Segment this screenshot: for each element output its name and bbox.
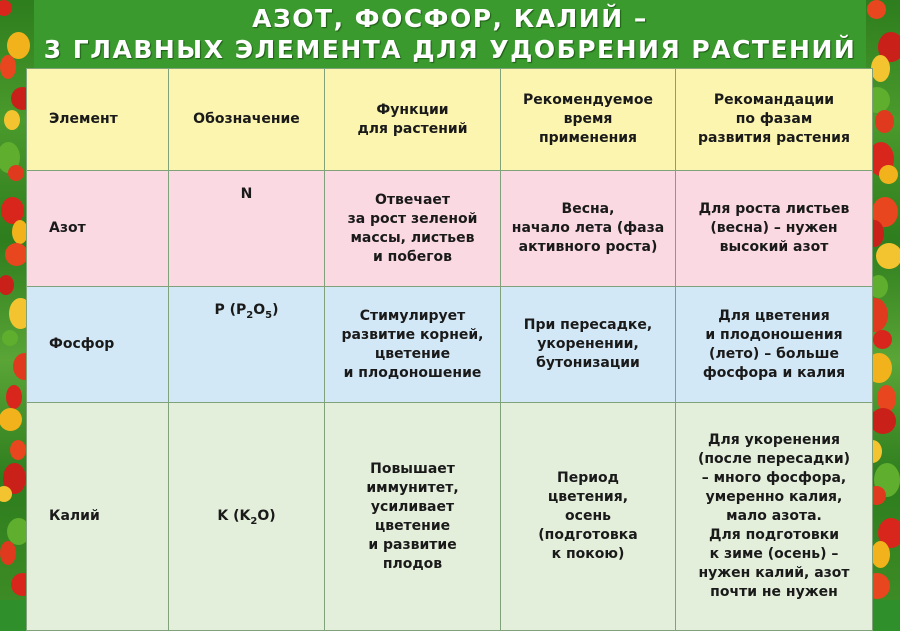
element-functions: Стимулирует развитие корней, цветение и плодоношение	[325, 287, 501, 403]
vegetable-decoration	[876, 243, 900, 269]
vegetable-decoration	[0, 541, 16, 565]
table-row-potassium	[27, 403, 873, 631]
element-recommendations: Для цветения и плодоношения (лето) – больше фосфора и калия	[676, 287, 873, 403]
header-functions: Функции для растений	[325, 69, 501, 171]
vegetable-decoration	[6, 385, 22, 409]
table-header-row	[27, 69, 873, 171]
poster-header	[34, 0, 866, 68]
vegetable-decoration	[867, 0, 886, 19]
element-symbol: N	[169, 171, 325, 287]
vegetable-decoration	[871, 541, 890, 568]
vegetable-decoration	[873, 330, 892, 349]
element-time: Весна, начало лета (фаза активного роста)	[501, 171, 676, 287]
vegetable-decoration	[875, 110, 894, 133]
element-recommendations: Для роста листьев (весна) – нужен высокий азот	[676, 171, 873, 287]
element-name: Азот	[27, 171, 169, 287]
vegetable-decoration	[8, 165, 24, 181]
vegetable-decoration	[0, 275, 14, 295]
vegetable-decoration	[0, 486, 12, 502]
element-time: При пересадке, укоренении, бутонизации	[501, 287, 676, 403]
header-recommendations: Рекомандации по фазам развития растения	[676, 69, 873, 171]
header-element: Элемент	[27, 69, 169, 171]
vegetable-decoration	[5, 243, 28, 266]
vegetable-decoration	[0, 55, 16, 79]
element-recommendations: Для укоренения (после пересадки) – много фосфора, умеренно калия, мало азота. Для подготовки к зиме (осень) – нужен калий, азот почти не нужен	[676, 403, 873, 631]
vegetable-decoration	[0, 408, 22, 431]
element-name: Фосфор	[27, 287, 169, 403]
element-time: Период цветения, осень (подготовка к покою)	[501, 403, 676, 631]
element-symbol: P $(P_2O_5)$	[169, 287, 325, 403]
vegetable-decoration	[879, 165, 898, 184]
vegetable-decoration	[871, 55, 890, 82]
header-symbol: Обозначение	[169, 69, 325, 171]
title-line-1: АЗОТ, ФОСФОР, КАЛИЙ –	[252, 4, 648, 33]
fertilizer-table	[26, 68, 873, 631]
element-functions: Повышает иммунитет, усиливает цветение и развитие плодов	[325, 403, 501, 631]
vegetable-decoration	[870, 408, 896, 434]
header-time: Рекомендуемое время применения	[501, 69, 676, 171]
element-functions: Отвечает за рост зеленой массы, листьев и побегов	[325, 171, 501, 287]
vegetable-decoration	[2, 330, 18, 346]
element-name: Калий	[27, 403, 169, 631]
title-line-2: 3 ГЛАВНЫХ ЭЛЕМЕНТА ДЛЯ УДОБРЕНИЯ РАСТЕНИЙ	[43, 35, 857, 64]
table-row-nitrogen	[27, 171, 873, 287]
element-symbol: K $(K_2O)$	[169, 403, 325, 631]
table-row-phosphorus	[27, 287, 873, 403]
vegetable-decoration	[4, 110, 20, 130]
vegetable-decoration	[10, 440, 26, 460]
vegetable-decoration	[0, 0, 12, 16]
